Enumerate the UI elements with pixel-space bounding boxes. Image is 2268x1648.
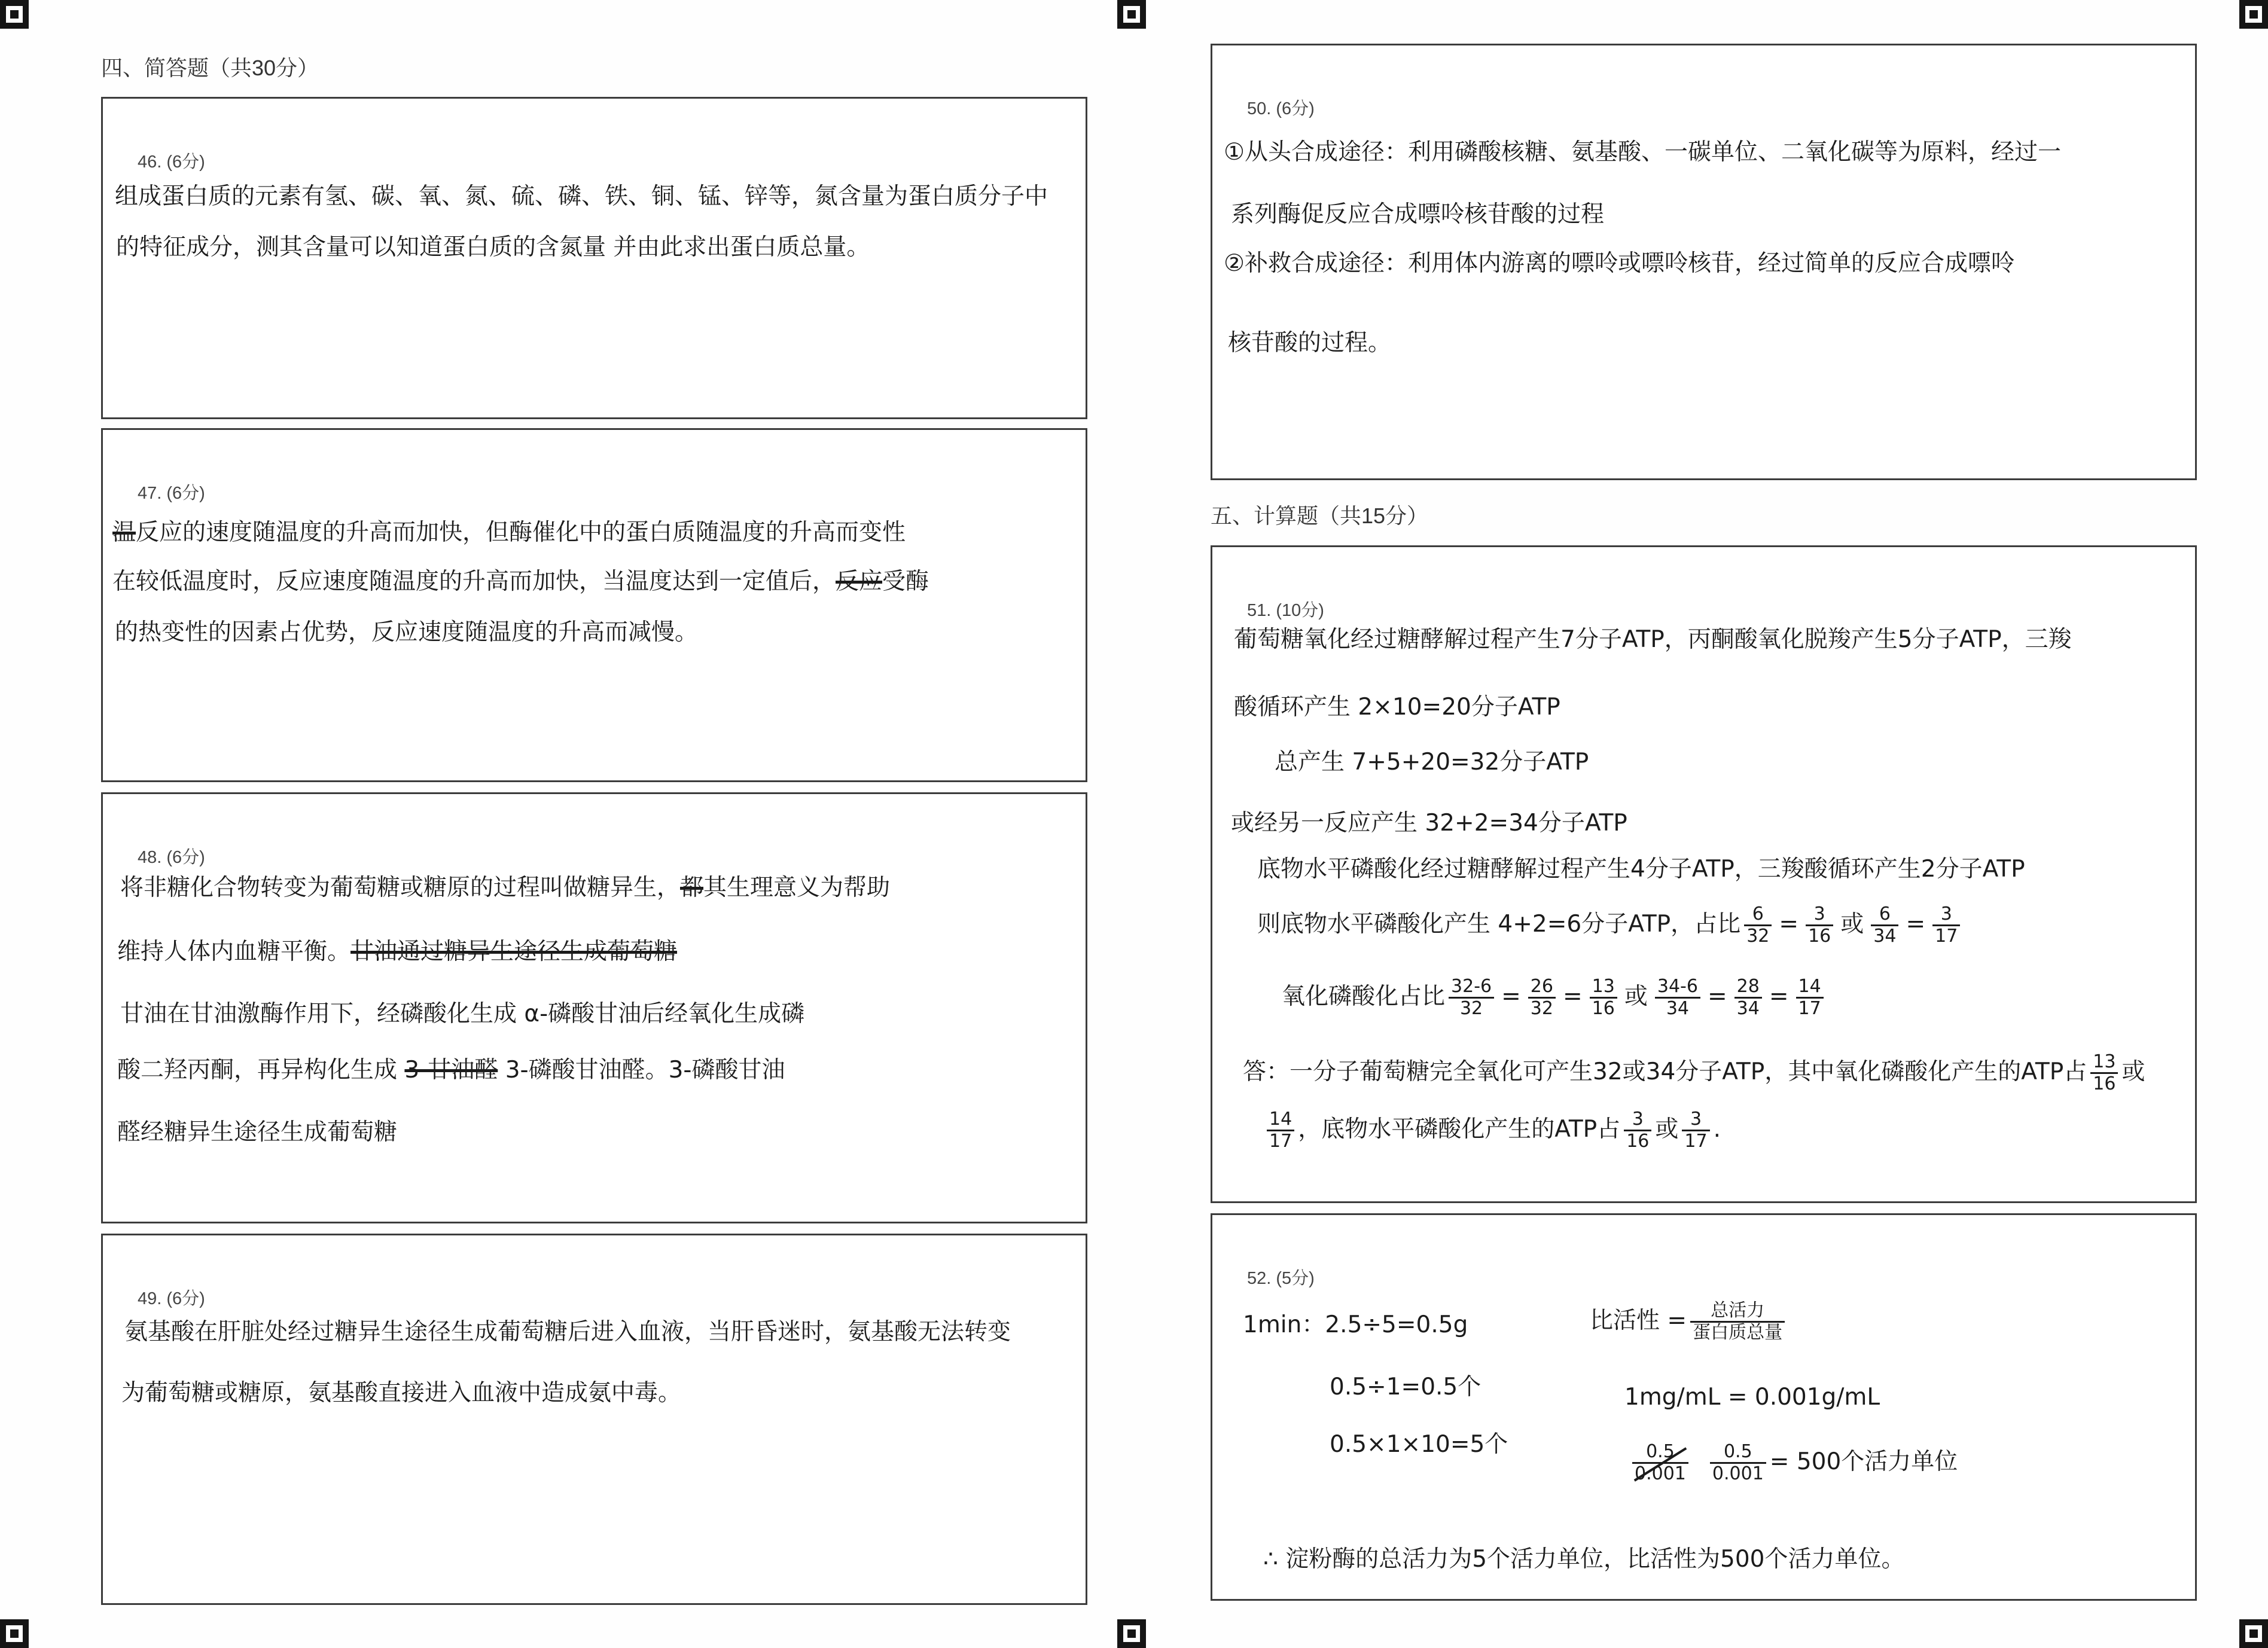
fraction-denominator: 34 (1734, 997, 1762, 1019)
answer-text: 或 (2121, 1058, 2145, 1085)
operator: = (1779, 911, 1799, 938)
fraction (1710, 1442, 1766, 1484)
fraction (1690, 1301, 1785, 1343)
answer-text: 将非糖化合物转变为葡萄糖或糖原的过程叫做糖异生， (120, 874, 681, 901)
operator: 或 (1624, 983, 1648, 1010)
struck-text: 都 (680, 874, 704, 901)
fraction-denominator: 16 (1590, 997, 1617, 1019)
answer-text: 酸循环产生 2×10=20分子ATP (1234, 694, 1560, 721)
calc-step-3 (1330, 1421, 1508, 1469)
struck-text: 3-甘油醛 (404, 1057, 498, 1084)
fraction-numerator: 34-6 (1657, 976, 1698, 997)
answer-text: 3-磷酸甘油醛。3-磷酸甘油 (498, 1057, 785, 1084)
answer-text: 氧化磷酸化占比 (1282, 983, 1446, 1010)
answer-text: ，底物水平磷酸化产生的ATP占 (1298, 1116, 1621, 1143)
fraction (1796, 976, 1824, 1019)
answer-line (112, 509, 906, 557)
answer-text: 总产生 7+5+20=32分子ATP (1275, 749, 1589, 776)
answer-line (1257, 846, 2025, 893)
question-label: 49. (6分) (138, 1289, 205, 1308)
fraction-numerator: 3 (1940, 904, 1952, 924)
question-label: 50. (6分) (1247, 99, 1315, 118)
operator: = (1501, 983, 1521, 1010)
fraction-numerator: 0.5 (1723, 1441, 1752, 1462)
answer-text: 的特征成分，测其含量可以知道蛋白质的含氮量 并由此求出蛋白质总量。 (116, 234, 870, 261)
question-label: 48. (6分) (138, 848, 205, 867)
answer-text: = 500个活力单位 (1769, 1448, 1958, 1475)
answer-line (121, 1369, 681, 1417)
fraction (1682, 1109, 1709, 1152)
struck-text: 温 (112, 519, 136, 546)
fraction-numerator: 总活力 (1711, 1300, 1765, 1321)
answer-line (116, 224, 870, 271)
fraction-denominator: 0.001 (1632, 1462, 1688, 1484)
fraction (1932, 904, 1960, 947)
struck-text: 甘油通过糖异生途径生成葡萄糖 (350, 938, 678, 965)
operator: = (1769, 983, 1789, 1010)
answer-line (117, 1046, 785, 1094)
answer-text: ①从头合成途径：利用磷酸核糖、氨基酸、一碳单位、二氧化碳等为原料，经过一 (1224, 139, 2061, 166)
fraction-denominator: 16 (2090, 1072, 2118, 1094)
fraction-denominator: 32 (1449, 997, 1494, 1019)
answer-text: 维持人体内血糖平衡。 (117, 938, 351, 965)
answer-box-50 (1211, 44, 2197, 480)
answer-text: 在较低温度时，反应速度随温度的升高而加快，当温度达到一定值后， (112, 568, 836, 595)
answer-text: 受酶 (882, 568, 929, 595)
answer-line (1263, 1106, 1721, 1153)
struck-fraction (1632, 1442, 1688, 1484)
answer-text: 0.5×1×10=5个 (1330, 1431, 1508, 1458)
answer-box-46 (101, 97, 1087, 419)
answer-line (1234, 683, 1560, 731)
corner-marker-top-left (0, 0, 29, 29)
answer-text: 氨基酸在肝脏处经过糖异生途径生成葡萄糖后进入血液，当肝昏迷时，氨基酸无法转变 (124, 1319, 1011, 1345)
fraction-numerator: 6 (1879, 904, 1891, 924)
fraction (1734, 976, 1762, 1019)
answer-text: 核苷酸的过程。 (1228, 329, 1392, 356)
question-label: 46. (6分) (138, 152, 205, 172)
answer-box-52 (1211, 1213, 2197, 1601)
answer-line (1224, 129, 2061, 176)
answer-text: 组成蛋白质的元素有氢、碳、氧、氮、硫、磷、铁、铜、锰、锌等，氮含量为蛋白质分子中 (115, 183, 1048, 210)
conclusion-line (1263, 1536, 1904, 1583)
fraction-numerator: 26 (1530, 976, 1553, 997)
fraction (1806, 904, 1833, 947)
answer-text: . (1713, 1116, 1721, 1143)
fraction (1267, 1109, 1294, 1152)
answer-line (124, 1308, 1011, 1356)
fraction (2090, 1052, 2118, 1094)
struck-text: 反应 (836, 568, 883, 595)
answer-text: 答：一分子葡萄糖完全氧化可产生32或34分子ATP，其中氧化磷酸化产生的ATP占 (1243, 1058, 2087, 1085)
corner-marker-top-right (2239, 0, 2268, 29)
fraction-denominator: 17 (1682, 1130, 1709, 1152)
concentration-line (1624, 1374, 1880, 1421)
answer-text: 为葡萄糖或糖原，氨基酸直接进入血液中造成氨中毒。 (121, 1380, 682, 1406)
fraction-denominator: 蛋白质总量 (1690, 1321, 1785, 1343)
answer-text: 比活性 = (1590, 1307, 1687, 1334)
fraction (1590, 976, 1617, 1019)
fraction-numerator: 14 (1269, 1109, 1292, 1130)
fraction-numerator: 32-6 (1451, 976, 1492, 997)
fraction-numerator: 0.5 (1646, 1441, 1675, 1462)
specific-activity-formula (1590, 1297, 1788, 1345)
fraction-denominator: 16 (1806, 924, 1833, 947)
fraction-numerator: 3 (1690, 1109, 1702, 1130)
answer-text: 醛经糖异生途径生成葡萄糖 (117, 1119, 398, 1146)
operator: = (1707, 983, 1727, 1010)
fraction-denominator: 32 (1528, 997, 1556, 1019)
fraction-denominator: 34 (1655, 997, 1700, 1019)
fraction-denominator: 17 (1267, 1130, 1294, 1152)
answer-text: 或 (1655, 1116, 1679, 1143)
answer-line (1243, 1048, 2145, 1096)
fraction (1528, 976, 1556, 1019)
answer-line (115, 173, 1048, 221)
answer-line (1234, 616, 2072, 664)
answer-text: 1mg/mL = 0.001g/mL (1624, 1384, 1880, 1411)
fraction-denominator: 17 (1796, 997, 1824, 1019)
calc-step-2 (1330, 1363, 1481, 1411)
answer-text: 系列酶促反应合成嘌呤核苷酸的过程 (1231, 201, 1605, 228)
fraction-numerator: 14 (1798, 976, 1821, 997)
fraction-numerator: 13 (2093, 1051, 2116, 1072)
answer-text: 0.5÷1=0.5个 (1330, 1374, 1481, 1400)
answer-text: 的热变性的因素占优势，反应速度随温度的升高而减慢。 (115, 619, 699, 646)
answer-line (112, 558, 929, 606)
operator: 或 (1840, 911, 1864, 938)
fraction (1449, 976, 1494, 1019)
answer-line (1282, 973, 1827, 1021)
corner-marker-top-middle (1117, 0, 1146, 29)
answer-line (117, 928, 677, 976)
section-title-short-answer: 四、简答题（共30分） (101, 56, 319, 80)
operator: = (1562, 983, 1583, 1010)
answer-text: 1min：2.5÷5=0.5g (1243, 1311, 1468, 1338)
answer-line (1231, 799, 1627, 847)
fraction-denominator: 34 (1871, 924, 1898, 947)
question-label: 51. (10分) (1247, 601, 1324, 620)
answer-box-51 (1211, 545, 2197, 1203)
answer-box-48 (101, 792, 1087, 1223)
answer-text: 其生理意义为帮助 (703, 874, 891, 901)
answer-text: 甘油在甘油激酶作用下，经磷酸化生成 α-磷酸甘油后经氧化生成磷 (120, 1000, 805, 1027)
answer-line (1224, 240, 2014, 288)
answer-line (1257, 901, 1964, 948)
fraction-numerator: 28 (1736, 976, 1760, 997)
section-title-calculation: 五、计算题（共15分） (1211, 503, 1429, 528)
operator: = (1906, 911, 1926, 938)
answer-box-49 (101, 1234, 1087, 1605)
answer-line (1275, 738, 1589, 786)
answer-text: 或经另一反应产生 32+2=34分子ATP (1231, 810, 1627, 837)
corner-marker-bottom-middle (1117, 1619, 1146, 1648)
fraction-numerator: 6 (1752, 904, 1764, 924)
answer-text: 酸二羟丙酮，再异构化生成 (117, 1057, 405, 1084)
corner-marker-bottom-left (0, 1619, 29, 1648)
answer-line (120, 990, 804, 1038)
fraction-denominator: 0.001 (1710, 1462, 1766, 1484)
corner-marker-bottom-right (2239, 1619, 2268, 1648)
fraction-denominator: 32 (1744, 924, 1772, 947)
answer-line (1231, 191, 1604, 239)
answer-text: 底物水平磷酸化经过糖酵解过程产生4分子ATP，三羧酸循环产生2分子ATP (1257, 856, 2025, 883)
fraction-denominator: 17 (1932, 924, 1960, 947)
fraction-denominator: 16 (1624, 1130, 1651, 1152)
question-label: 47. (6分) (138, 484, 205, 503)
fraction (1871, 904, 1898, 947)
answer-text: ②补救合成途径：利用体内游离的嘌呤或嘌呤核苷，经过简单的反应合成嘌呤 (1224, 250, 2014, 277)
fraction (1655, 976, 1700, 1019)
fraction-numerator: 3 (1632, 1109, 1644, 1130)
answer-line (120, 864, 890, 912)
answer-text: 反应的速度随温度的升高而加快，但酶催化中的蛋白质随温度的升高而变性 (136, 519, 906, 546)
answer-line (117, 1109, 397, 1156)
answer-text: 则底物水平磷酸化产生 4+2=6分子ATP，占比 (1257, 911, 1741, 938)
fraction (1624, 1109, 1651, 1152)
specific-activity-calc (1629, 1438, 1958, 1486)
answer-text: 葡萄糖氧化经过糖酵解过程产生7分子ATP，丙酮酸氧化脱羧产生5分子ATP，三羧 (1234, 626, 2072, 653)
fraction-numerator: 13 (1592, 976, 1615, 997)
answer-box-47 (101, 428, 1087, 782)
answer-line (1228, 319, 1391, 367)
calc-step-rate (1243, 1301, 1468, 1349)
question-label: 52. (5分) (1247, 1269, 1315, 1288)
fraction (1744, 904, 1772, 947)
fraction-numerator: 3 (1813, 904, 1825, 924)
answer-line (115, 609, 698, 657)
answer-text: ∴ 淀粉酶的总活力为5个活力单位，比活性为500个活力单位。 (1263, 1546, 1905, 1573)
